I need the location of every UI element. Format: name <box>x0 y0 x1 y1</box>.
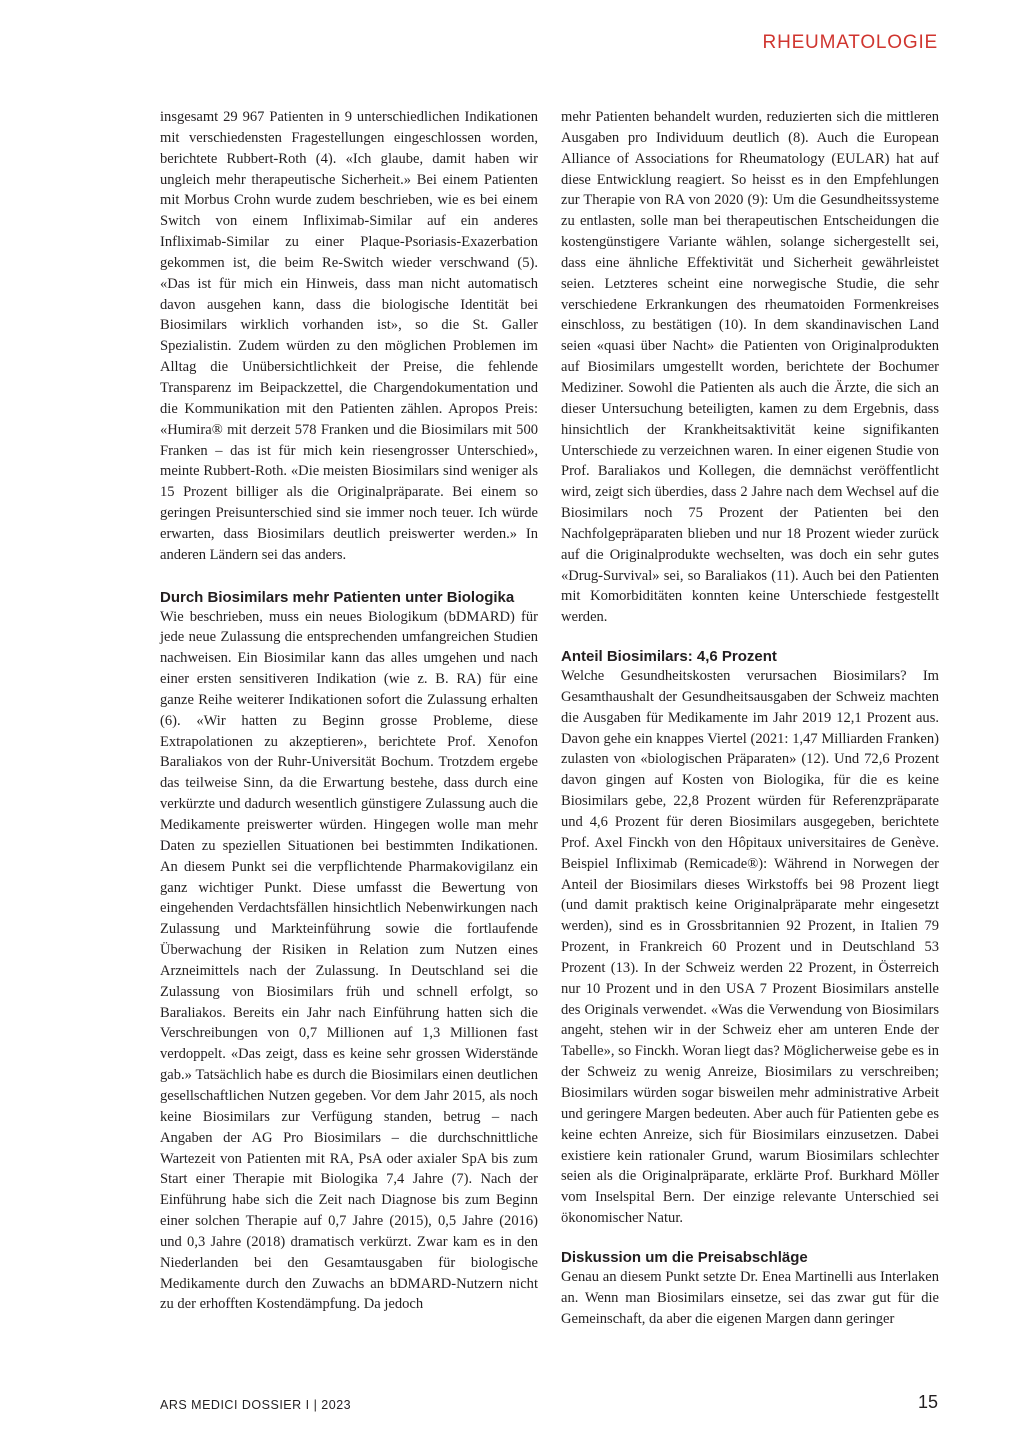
right-column <box>561 107 939 1329</box>
page-number: 15 <box>917 1392 938 1412</box>
section-heading: Diskussion um die Preisabschläge <box>561 1248 808 1266</box>
section-title: RHEUMATOLOGIE <box>762 32 938 53</box>
body-paragraph: Welche Gesundheitskosten verursachen Biosimilars? Im Gesamthaushalt der Gesundheitsausgaben der Schweiz machten die Ausgaben für Medikamente im Jahr 2019 12,1 Prozent aus. Davon gehe ein knappes Viertel (2021: 1,47 Milliarden Franken) zulasten von «biologischen Präparaten» (12). Und 72,6 Prozent davon gingen auf Kosten von Biologika, für die es keine Biosimilars gebe, 22,8 Prozent würden für Referenzpräparate und 4,6 Prozent für deren Biosimilars ausgegeben, berichtete Prof. Axel Finckh von den Hôpitaux universitaires de Genève. Beispiel Infliximab (Remicade®): Während in Norwegen der Anteil der Biosimilars dieses Wirkstoffs bei 98 Prozent liegt (und damit praktisch keine Originalpräparate mehr eingesetzt werden), sind es in Grossbritannien 92 Prozent, in Italien 79 Prozent, in Frankreich 60 Prozent und in Deutschland 53 Prozent (13). In der Schweiz werden 22 Prozent, in Österreich nur 10 Prozent und in den USA 7 Prozent Biosimilars anstelle des Originals verwendet. «Was die Verwendung von Biosimilars angeht, stehen wir in der Schweiz eher am unteren Ende der Tabelle», so Finckh. Woran liegt das? Möglicherweise gebe es in der Schweiz zu wenig Anreize, Biosimilars zu verschreiben; Biosimilars würden sogar bisweilen mehr administrative Arbeit und geringere Margen bedeuten. Aber auch für Patienten gebe es keine echten Anreize, sich für Biosimilars einzusetzen. Dabei existiere kein rationaler Grund, warum Biosimilars schlechter seien als die Originalpräparate, erklärte Prof. Burkhard Möller vom Inselspital Bern. Der einzige relevante Unterschied sei ökonomischer Natur. <box>561 668 939 1227</box>
section-heading: Durch Biosimilars mehr Patienten unter Biologika <box>160 588 515 606</box>
body-paragraph: Wie beschrieben, muss ein neues Biologikum (bDMARD) für jede neue Zulassung die entsprechenden umfangreichen Studien nachweisen. Ein Biosimilar kann das alles umgehen und nach einer ersten sensitiveren Indikation (wie z. B. RA) für eine ganze Reihe weiterer Indikationen sofort die Zulassung erhalten (6). «Wir hatten zu Beginn grosse Probleme, diese Extrapolationen zu akzeptieren», berichtete Prof. Xenofon Baraliakos von der Ruhr-Universität Bochum. Trotzdem ergebe das teilweise Sinn, da die Erwartung bestehe, dass durch eine verkürzte und dadurch wesentlich günstigere Zulassung auch die Medikamente preiswerter würden. Hingegen wolle man mehr Daten zu speziellen Situationen bei bestimmten Indikationen. An diesem Punkt sei die verpflichtende Pharmakovigilanz ein ganz wichtiger Punkt. Diese umfasst die Bewertung von eingehenden Verdachtsfällen hinsichtlich Nebenwirkungen nach Zulassung und Markteinführung sowie die fortlaufende Überwachung der Risiken in Relation zum Nutzen eines Arzneimittels nach der Zulassung. In Deutschland sei die Zulassung von Biosimilars früh und schnell erfolgt, so Baraliakos. Bereits ein Jahr nach Einführung hatten sich die Verschreibungen von 0,7 Millionen auf 1,3 Millionen fast verdoppelt. «Das zeigt, dass es keine sehr grossen Widerstände gab.» Tatsächlich habe es durch die Biosimilars einen deutlichen gesellschaftlichen Nutzen gegeben. Vor dem Jahr 2015, als noch keine Biosimilars zur Verfügung standen, betrug – nach Angaben der AG Pro Biosimilars – die durchschnittliche Wartezeit von Patienten mit RA, PsA oder axialer SpA bis zum Start einer Therapie mit Biologika 7,4 Jahre (7). Nach der Einführung habe sich die Zeit nach Diagnose bis zum Beginn einer solchen Therapie auf 0,7 Jahre (2015), 0,5 Jahre (2016) und 0,3 Jahre (2018) dramatisch verkürzt. Zwar kam es in den Niederlanden bei den Gesamtausgaben für biologische Medikamente durch den Zuwachs an bDMARD-Nutzern nicht zu der erhofften Kostendämpfung. Da jedoch <box>160 608 538 1313</box>
body-paragraph: mehr Patienten behandelt wurden, reduzierten sich die mittleren Ausgaben pro Individuum deutlich (8). Auch die European Alliance of Associations for Rheumatology (EULAR) hat auf diese Entwicklung reagiert. So heisst es in den Empfehlungen zur Therapie von RA von 2020 (9): Um die Gesundheitssysteme zu entlasten, solle man bei therapeutischen Entscheidungen die kostengünstigere Variante wählen, solange sichergestellt sei, dass eine ähnliche Effektivität und Sicherheit gewährleistet seien. Letzteres scheint eine norwegische Studie, die sehr verschiedene Erkrankungen des rheumatoiden Formenkreises einschloss, zu bestätigen (10). In dem skandinavischen Land seien «quasi über Nacht» die Patienten von Originalprodukten auf Biosimilars umgestellt worden, berichtete der Bochumer Mediziner. Sowohl die Patienten als auch die Ärzte, die sich an dieser Untersuchung beteiligten, kamen zu dem Ergebnis, dass hinsichtlich der Krankheitsaktivität keine signifikanten Unterschiede zu verzeichnen waren. In einer eigenen Studie von Prof. Baraliakos und Kollegen, die demnächst veröffentlicht wird, zeigt sich überdies, dass 2 Jahre nach dem Wechsel auf die Biosimilars noch 75 Prozent der Patienten bei den Nachfolgepräparaten blieben und nur 18 Prozent wieder zurück auf die Originalprodukte wechselten, was doch ein sehr gutes «Drug-Survival» sei, so Baraliakos (11). Auch bei den Patienten mit Komorbiditäten konnten keine Unterschiede festgestellt werden. <box>561 109 939 626</box>
body-paragraph: Genau an diesem Punkt setzte Dr. Enea Martinelli aus Interlaken an. Wenn man Biosimilars einsetze, sei das zwar gut für die Gemeinschaft, da aber die eigenen Margen dann geringer <box>561 1268 939 1327</box>
body-paragraph: insgesamt 29 967 Patienten in 9 unterschiedlichen Indikationen mit verschiedensten Fragestellungen eingeschlossen worden, berichtete Rubbert-Roth (4). «Ich glaube, damit haben wir ungleich mehr therapeutische Sicherheit.» Bei einem Patienten mit Morbus Crohn wurde zudem beschrieben, wie es bei einem Switch von einem Infliximab-Similar auf ein anderes Infliximab-Similar zu einer Plaque-Psoriasis-Exazerbation gekommen ist, die beim Re-Switch wieder verschwand (5). «Das ist für mich ein Hinweis, dass man nicht automatisch davon ausgehen kann, dass die biologische Identität bei Biosimilars wirklich vorhanden ist», so die St. Galler Spezialistin. Zudem würden zu den möglichen Problemen im Alltag die Unübersichtlichkeit der Preise, die fehlende Transparenz im Beipackzettel, die Chargendokumentation und die Kommunikation mit den Patienten zählen. Apropos Preis: «Humira® mit derzeit 578 Franken und die Biosimilars mit 500 Franken – das ist für mich kein riesengrosser Unterschied», meinte Rubbert-Roth. «Die meisten Biosimilars sind weniger als 15 Prozent billiger als die Originalpräparate. Bei einem so geringen Preisunterschied sind sie immer noch teuer. Ich würde erwarten, dass Biosimilars deutlich preiswerter werden.» In anderen Ländern sei das anders. <box>160 109 538 563</box>
publication-footer: ARS MEDICI DOSSIER I | 2023 <box>160 1398 352 1412</box>
left-column <box>160 107 538 1315</box>
section-heading: Anteil Biosimilars: 4,6 Prozent <box>561 648 777 666</box>
